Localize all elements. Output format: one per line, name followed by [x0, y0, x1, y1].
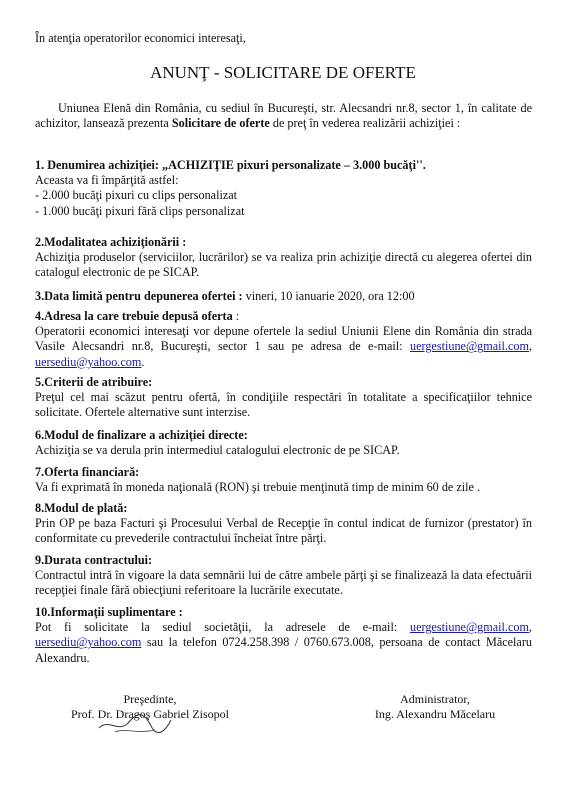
section-5-body: Preţul cel mai scăzut pentru ofertă, în condiţiile respectări în totalitate a specificaţiilor tehnice solicitate. Ofertele alternative sunt interzise. — [35, 390, 532, 420]
section-8 — [35, 501, 532, 547]
section-4-body: Operatorii economici interesaţi vor depune ofertele la sediul Uniunii Elene din România din strada Vasile Alecsandri nr.8, Bucureşti, sector 1 sau pe adresa de e-mail: — [35, 324, 532, 354]
president-name: Prof. Dr. Dragoş Gabriel Zisopol — [71, 707, 229, 721]
section-5-heading: 5.Criterii de atribuire: — [35, 375, 153, 389]
section-10-body-wrap — [35, 620, 532, 666]
section-10 — [35, 605, 532, 666]
section-2 — [35, 235, 532, 281]
signature-scribble-icon — [95, 704, 175, 736]
administrator-name: Ing. Alexandru Măcelaru — [374, 707, 496, 721]
section-10-body-1: Pot fi solicitate la sediul societăţii, la adresele de e-mail: — [35, 620, 410, 635]
section-3 — [35, 289, 532, 304]
section-4-heading-suffix: : — [232, 309, 240, 323]
email-link-sediu-2[interactable]: uersediu@yahoo.com — [35, 635, 142, 650]
section-3-heading: 3.Data limită pentru depunerea ofertei : — [35, 289, 243, 303]
email-link-sediu[interactable]: uersediu@yahoo.com — [35, 354, 142, 369]
section-6-heading: 6.Modul de finalizare a achiziţiei directe: — [35, 428, 248, 442]
greeting: În atenţia operatorilor economici interesaţi, — [35, 31, 246, 45]
president-role: Preşedinte, — [123, 692, 177, 706]
section-8-body: Prin OP pe baza Facturi şi Procesului Verbal de Recepţie în contul indicat de furnizor (prestator) în conformitate cu prevederile contractului încheiat între părţi. — [35, 516, 532, 546]
section-4-end: . — [141, 354, 145, 369]
section-10-heading: 10.Informaţii suplimentare : — [35, 605, 183, 619]
section-3-value: vineri, 10 ianuarie 2020, ora 12:00 — [242, 289, 415, 303]
section-4-separator: , — [528, 339, 532, 354]
section-1 — [35, 158, 532, 219]
section-5 — [35, 375, 532, 421]
section-1-line-1: Aceasta va fi împărţită astfel: — [35, 173, 179, 188]
section-1-line-3: - 1.000 bucăţi pixuri fără clips personalizat — [35, 203, 245, 218]
section-2-heading: 2.Modalitatea achiziţionării : — [35, 235, 187, 249]
section-4-body-wrap — [35, 324, 532, 370]
intro-text-after: de preţ în vederea realizării achiziţiei : — [269, 116, 461, 131]
section-9-heading: 9.Durata contractului: — [35, 553, 153, 567]
page-title: ANUNŢ - SOLICITARE DE OFERTE — [150, 63, 416, 82]
section-9-body: Contractul intră în vigoare la data semnării lui de către ambele părţi şi se finalizează la data efectuării recepţiei finale fără obiecţiuni referitoare la lucrările executate. — [35, 568, 532, 598]
section-1-line-2: - 2.000 bucăţi pixuri cu clips personalizat — [35, 188, 238, 203]
email-link-gestiune-2[interactable]: uergestiune@gmail.com — [409, 620, 529, 635]
signature-block-administrator — [340, 692, 530, 722]
section-7-heading: 7.Oferta financiară: — [35, 465, 140, 479]
section-6 — [35, 428, 532, 458]
intro-text-before: Uniunea Elenă din România, cu sediul în Bucureşti, str. Alecsandri nr.8, sector 1, în calitate de achizitor, lansează prezenta — [35, 101, 532, 131]
section-8-heading: 8.Modul de plată: — [35, 501, 128, 515]
section-10-body-2: sau la telefon 0724.258.398 / 0760.673.008, persoana de contact Măcelaru Alexandru. — [35, 635, 532, 665]
intro-bold: Solicitare de oferte — [171, 116, 270, 131]
section-6-body: Achiziţia se va derula prin intermediul catalogului electronic de pe SICAP. — [35, 443, 400, 458]
administrator-role: Administrator, — [400, 692, 470, 706]
section-4-heading: 4.Adresa la care trebuie depusă oferta — [35, 309, 233, 323]
section-10-separator: , — [528, 620, 532, 635]
section-1-heading: 1. Denumirea achiziţiei: „ACHIZIŢIE pixuri personalizate – 3.000 bucăţi''. — [35, 158, 426, 172]
section-7-body: Va fi exprimată în moneda naţională (RON) şi trebuie menţinută timp de minim 60 de zile . — [35, 480, 481, 495]
email-link-gestiune[interactable]: uergestiune@gmail.com — [409, 339, 529, 354]
section-4 — [35, 309, 532, 370]
section-9 — [35, 553, 532, 599]
section-2-body: Achiziţia produselor (serviciilor, lucrărilor) se va realiza prin achiziţie directă cu alegerea ofertei din catalogul electronic de pe SICAP. — [35, 250, 532, 280]
section-7 — [35, 465, 532, 495]
intro-paragraph — [35, 101, 532, 131]
